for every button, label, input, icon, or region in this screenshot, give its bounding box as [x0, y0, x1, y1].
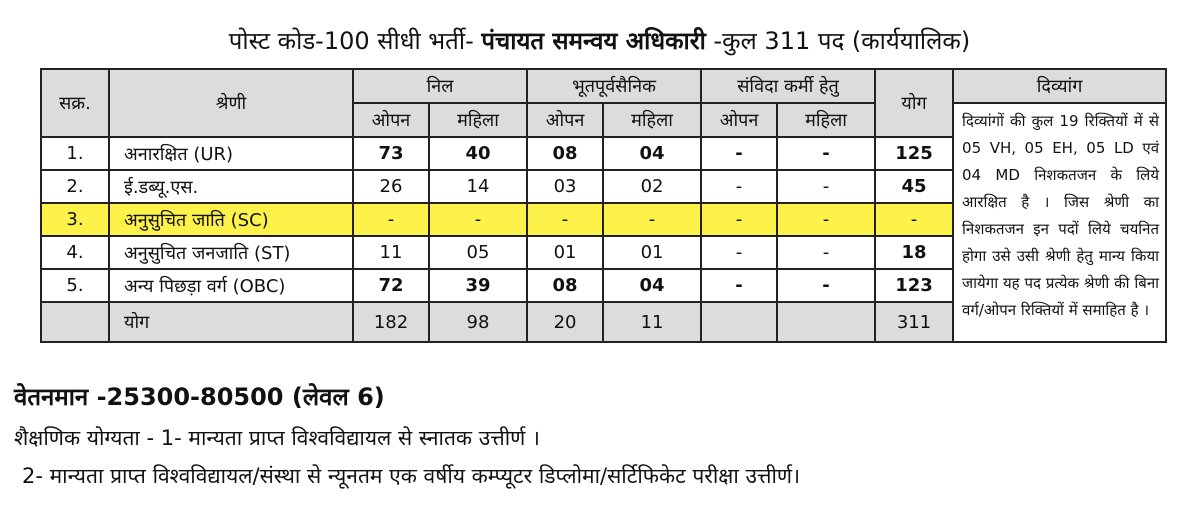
title-emphasis: पंचायत समन्वय अधिकारी — [481, 27, 706, 55]
row-cell: 02 — [603, 170, 701, 203]
header-nil-female: महिला — [429, 103, 527, 137]
qualification-2: 2- मान्यता प्राप्त विश्वविद्यायल/संस्था से न्यूनतम एक वर्षीय कम्प्यूटर डिप्लोमा/सर्टिफिकेट परीक्षा उत्तीर्ण। — [22, 464, 801, 488]
row-cell: 01 — [527, 236, 603, 269]
row-cell: - — [777, 137, 875, 170]
row-cell: 05 — [429, 236, 527, 269]
page-title — [0, 24, 1199, 57]
row-cell: - — [429, 203, 527, 236]
header-contract-open: ओपन — [701, 103, 777, 137]
row-sr: 2. — [41, 170, 109, 203]
vacancy-table — [40, 68, 1167, 343]
header-contract: संविदा कर्मी हेतु — [701, 69, 875, 103]
row-cell: - — [777, 203, 875, 236]
total-cell — [701, 302, 777, 342]
title-prefix: पोस्ट कोड-100 सीधी भर्ती- — [228, 27, 482, 55]
row-cell: - — [701, 203, 777, 236]
row-category: अनारक्षित (UR) — [109, 137, 353, 170]
row-total: 125 — [875, 137, 953, 170]
header-ex-open: ओपन — [527, 103, 603, 137]
row-category: ई.डब्यू.एस. — [109, 170, 353, 203]
row-cell: - — [353, 203, 429, 236]
row-cell: 04 — [603, 269, 701, 302]
row-category: अन्य पिछड़ा वर्ग (OBC) — [109, 269, 353, 302]
row-sr: 1. — [41, 137, 109, 170]
row-cell: 08 — [527, 137, 603, 170]
row-sr: 4. — [41, 236, 109, 269]
total-row-label: योग — [109, 302, 353, 342]
total-cell: 11 — [603, 302, 701, 342]
row-sr: 5. — [41, 269, 109, 302]
row-cell: - — [777, 269, 875, 302]
row-total: - — [875, 203, 953, 236]
header-sr: सक्र. — [41, 69, 109, 137]
header-divyang: दिव्यांग — [953, 69, 1166, 103]
row-cell: 26 — [353, 170, 429, 203]
header-ex-serviceman: भूतपूर्वसैनिक — [527, 69, 701, 103]
row-cell: - — [603, 203, 701, 236]
header-ex-female: महिला — [603, 103, 701, 137]
row-cell: 11 — [353, 236, 429, 269]
header-total: योग — [875, 69, 953, 137]
row-category: अनुसुचित जाति (SC) — [109, 203, 353, 236]
row-cell: 39 — [429, 269, 527, 302]
row-category: अनुसुचित जनजाति (ST) — [109, 236, 353, 269]
title-suffix: -कुल 311 पद (कार्ययालिक) — [705, 27, 971, 55]
row-cell: 01 — [603, 236, 701, 269]
header-nil: निल — [353, 69, 527, 103]
row-cell: - — [527, 203, 603, 236]
row-cell: - — [701, 236, 777, 269]
header-nil-open: ओपन — [353, 103, 429, 137]
pay-scale: वेतनमान -25300-80500 (लेवल 6) — [14, 383, 385, 411]
qualification-1: शैक्षणिक योग्यता - 1- मान्यता प्राप्त विश्वविद्यायल से स्नातक उत्तीर्ण । — [14, 426, 540, 450]
divyang-note: दिव्यांगों की कुल 19 रिक्तियों में से 05 VH, 05 EH, 05 LD एवं 04 MD निशकतजन के लिये आरक्षित है । जिस श्रेणी का निशकतजन इन पदों लिये चयनित होगा उसे उसी श्रेणी हेतु मान्य किया जायेगा यह पद प्रत्येक श्रेणी की बिना वर्ग/ओपन रिक्तियों में समाहित है । — [953, 103, 1166, 342]
total-row-sr — [41, 302, 109, 342]
row-total: 18 — [875, 236, 953, 269]
row-total: 45 — [875, 170, 953, 203]
row-cell: 72 — [353, 269, 429, 302]
total-cell — [777, 302, 875, 342]
row-cell: 03 — [527, 170, 603, 203]
row-cell: - — [701, 170, 777, 203]
row-cell: - — [777, 170, 875, 203]
row-cell: - — [777, 236, 875, 269]
header-contract-female: महिला — [777, 103, 875, 137]
row-total: 123 — [875, 269, 953, 302]
row-cell: 08 — [527, 269, 603, 302]
total-cell: 20 — [527, 302, 603, 342]
row-cell: 14 — [429, 170, 527, 203]
row-cell: 04 — [603, 137, 701, 170]
total-cell: 182 — [353, 302, 429, 342]
header-category: श्रेणी — [109, 69, 353, 137]
grand-total: 311 — [875, 302, 953, 342]
row-cell: 40 — [429, 137, 527, 170]
total-cell: 98 — [429, 302, 527, 342]
row-sr: 3. — [41, 203, 109, 236]
row-cell: - — [701, 269, 777, 302]
row-cell: 73 — [353, 137, 429, 170]
row-cell: - — [701, 137, 777, 170]
